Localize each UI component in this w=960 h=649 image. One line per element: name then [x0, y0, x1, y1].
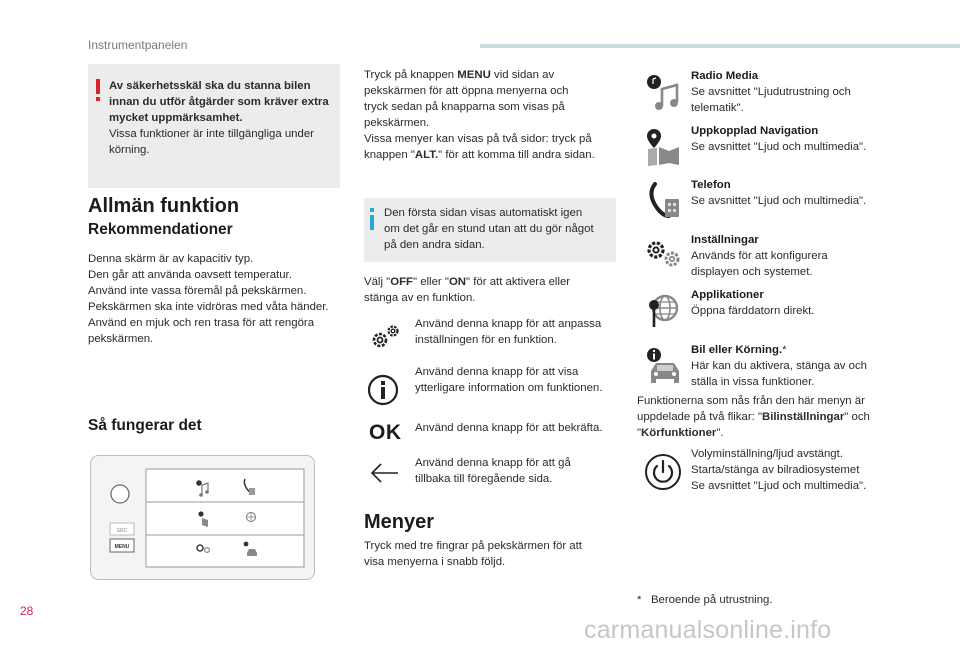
heading-allman-funktion: Allmän funktion — [88, 195, 240, 217]
menu-title: Inställningar — [691, 234, 759, 246]
text-line: pekskärmen. — [88, 333, 154, 345]
menu-label: MENU — [114, 544, 130, 550]
on-label: ON — [448, 276, 467, 288]
recommendations-text — [88, 251, 348, 347]
text-run: vid sidan av — [490, 69, 555, 81]
menu-title: Telefon — [691, 179, 731, 191]
menu-telefon — [691, 177, 931, 209]
text-line: tryck sedan på knapparna som visas på — [364, 101, 565, 113]
tabs-text — [637, 393, 907, 441]
text-line: Volyminställning/ljud avstängt. — [691, 448, 843, 460]
text-line: Denna skärm är av kapacitiv typ. — [88, 253, 254, 265]
footnote-mark: * — [637, 594, 642, 606]
text-run: " för att komma till andra sidan. — [438, 149, 595, 161]
text-line: stänga av en funktion. — [364, 292, 476, 304]
text-run: Välj " — [364, 276, 391, 288]
watermark: carmanualsonline.info — [584, 616, 832, 644]
power-icon — [643, 452, 683, 492]
footnote-mark: * — [782, 344, 787, 356]
header-rule — [480, 44, 960, 48]
text-line: om det går en stund utan att du gör något — [384, 223, 594, 235]
back-arrow-icon — [368, 460, 400, 486]
text-line — [364, 147, 624, 163]
warning-note: Vissa funktioner är inte tillgängliga under körning. — [109, 128, 314, 156]
page-number: 28 — [20, 604, 34, 618]
info-mark-icon — [369, 208, 375, 230]
text-line: displayen och systemet. — [691, 266, 813, 278]
warning-bold: Av säkerhetsskäl ska du stanna bilen innan du utför åtgärder som kräver extra mycket uppmärksamhet. — [109, 80, 329, 124]
menu-title: Applikationer — [691, 289, 764, 301]
menu-intro-text — [364, 67, 624, 163]
phone-icon — [645, 181, 685, 221]
text-line: ställa in vissa funktioner. — [691, 376, 815, 388]
text-line: Tryck med tre fingrar på pekskärmen för att — [364, 540, 582, 552]
text-line: Använd denna knapp för att bekräfta. — [415, 422, 603, 434]
menu-title-line — [691, 340, 931, 358]
ok-icon: OK — [369, 421, 402, 444]
text-line: pekskärmen. — [364, 117, 430, 129]
text-line: Pekskärmen ska inte vidröras med våta händer. — [88, 301, 329, 313]
menu-radio-media — [691, 68, 931, 116]
info-button-text — [415, 364, 630, 396]
alt-key-label: ALT. — [414, 149, 439, 161]
menu-installningar — [691, 232, 931, 280]
text-line: Se avsnittet "Ljudutrustning och — [691, 86, 851, 98]
text-run: uppdelade på två flikar: " — [637, 411, 762, 423]
text-line: Använd denna knapp för att anpassa — [415, 318, 602, 330]
power-text — [691, 446, 931, 494]
text-line: ytterligare information om funktionen. — [415, 382, 603, 394]
warning-text — [109, 78, 333, 158]
text-run: knappen " — [364, 149, 415, 161]
warning-exclamation-icon — [94, 79, 102, 101]
music-note-icon — [645, 72, 685, 112]
valj-text — [364, 274, 624, 306]
text-line: Använd denna knapp för att gå — [415, 457, 571, 469]
menu-title: Bil eller Körning. — [691, 344, 783, 356]
text-line: Den första sidan visas automatiskt igen — [384, 207, 583, 219]
text-line — [364, 274, 624, 290]
text-line: Här kan du aktivera, stänga av och — [691, 360, 868, 372]
text-line: visa menyerna i snabb följd. — [364, 556, 506, 568]
text-line: på den andra sidan. — [384, 239, 485, 251]
heading-sa-fungerar-det: Så fungerar det — [88, 417, 202, 434]
text-line: Använd en mjuk och ren trasa för att rengöra — [88, 317, 315, 329]
settings-button-text — [415, 316, 625, 348]
menu-applikationer — [691, 287, 931, 319]
ok-button-text — [415, 420, 630, 436]
touchscreen-illustration — [90, 455, 315, 580]
text-line: Starta/stänga av bilradiosystemet — [691, 464, 860, 476]
off-label: OFF — [390, 276, 413, 288]
text-run: Tryck på knappen — [364, 69, 458, 81]
text-run: " — [637, 427, 642, 439]
settings-gears-icon — [645, 236, 685, 272]
text-line — [637, 409, 907, 425]
footnote — [637, 592, 917, 608]
text-line: Se avsnittet "Ljud och multimedia". — [691, 480, 867, 492]
car-info-icon — [645, 346, 685, 384]
section-header: Instrumentpanelen — [88, 38, 188, 52]
back-button-text — [415, 455, 630, 487]
text-line: Se avsnittet "Ljud och multimedia". — [691, 195, 867, 207]
text-line — [637, 425, 907, 441]
text-line: Den går att använda oavsett temperatur. — [88, 269, 292, 281]
text-run: " eller " — [412, 276, 449, 288]
info-icon — [366, 373, 400, 407]
applications-globe-icon — [247, 513, 256, 522]
text-line: telematik". — [691, 102, 744, 114]
footnote-text: Beroende på utrustning. — [650, 594, 773, 606]
heading-rekommendationer: Rekommendationer — [88, 221, 233, 238]
text-line: pekskärmen för att öppna menyerna och — [364, 85, 569, 97]
tab-bilinstallningar-label: Bilinställningar — [762, 411, 845, 423]
text-line: Öppna färddatorn direkt. — [691, 305, 815, 317]
text-line: Vissa menyer kan visas på två sidor: tryck på — [364, 133, 592, 145]
text-line: Använd inte vassa föremål på pekskärmen. — [88, 285, 307, 297]
text-line — [364, 67, 624, 83]
menyer-text — [364, 538, 624, 570]
src-label: SRC — [116, 528, 128, 534]
text-run: " för att aktivera eller — [466, 276, 571, 288]
menu-key-label: MENU — [457, 69, 491, 81]
text-line: Funktionerna som nås från den här menyn är — [637, 395, 865, 407]
applications-globe-icon — [645, 291, 685, 331]
settings-gears-icon — [368, 318, 404, 354]
info-text — [384, 205, 614, 253]
menu-title: Radio Media — [691, 70, 759, 82]
text-run: " och — [844, 411, 870, 423]
tab-korfunktioner-label: Körfunktioner — [641, 427, 717, 439]
text-run: ". — [716, 427, 724, 439]
map-pin-icon — [645, 127, 685, 167]
menu-bil-eller-korning — [691, 340, 931, 390]
text-line: inställningen för en funktion. — [415, 334, 557, 346]
menu-title: Uppkopplad Navigation — [691, 125, 819, 137]
text-line: Använd denna knapp för att visa — [415, 366, 579, 378]
text-line: Se avsnittet "Ljud och multimedia". — [691, 141, 867, 153]
text-line: Används för att konfigurera — [691, 250, 828, 262]
menu-navigation — [691, 123, 931, 155]
heading-menyer: Menyer — [364, 511, 435, 533]
text-line: tillbaka till föregående sida. — [415, 473, 553, 485]
